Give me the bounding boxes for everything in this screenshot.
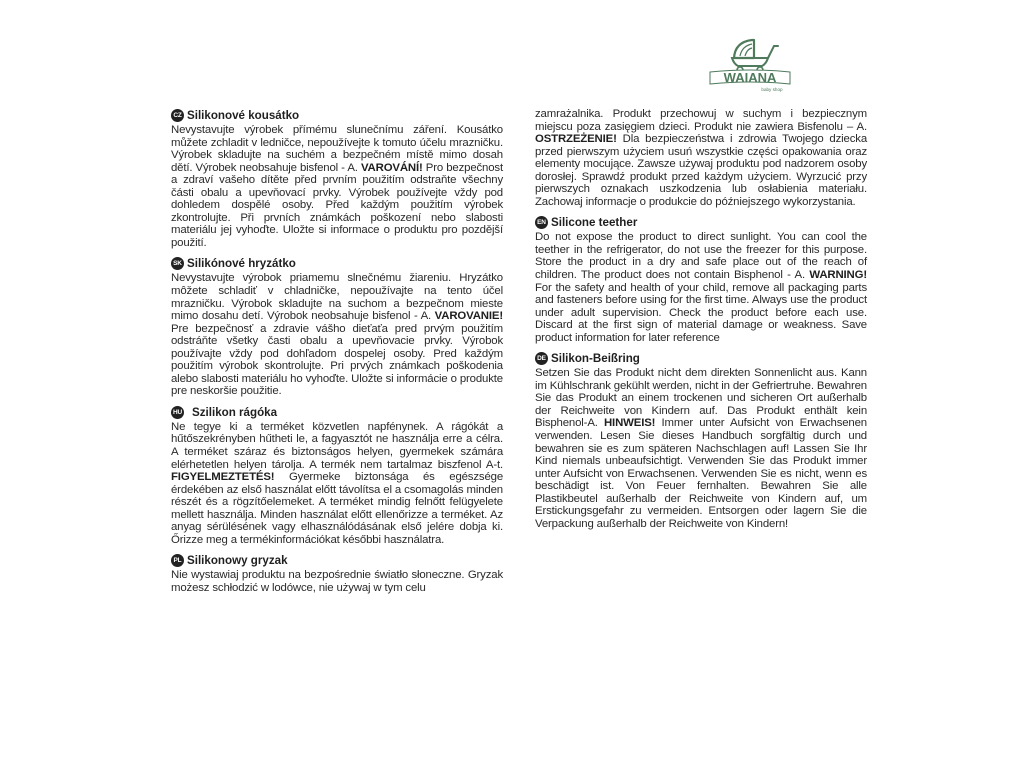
warning-label: OSTRZEŻENIE!: [535, 133, 617, 146]
brand-tagline: baby shop: [761, 87, 783, 92]
warning-label: WARNING!: [809, 269, 867, 282]
language-badge: PL: [171, 554, 184, 567]
brand-logo: [704, 34, 796, 94]
section-header: [171, 405, 503, 420]
section-pl-continued: [535, 108, 867, 208]
brand-name: WAIANA: [723, 70, 777, 85]
section-header: [535, 351, 867, 366]
section-title: Silicone teether: [551, 216, 638, 230]
section-header: [535, 215, 867, 230]
language-badge: HU: [171, 406, 184, 419]
section-text: Nevystavujte výrobek přímému slunečnímu záření. Kousátko můžete zchladit v ledničce, nepoužívejte k tomuto účelu mrazničku. Výrobek skladujte na suchém a bezpečném místě mimo dosah dětí. Výrobek neobsahuje bisfenol - A. VAROVÁNÍ! Pro bezpečnost a zdraví vašeho dítěte před prvním použitím odstraňte všechny části obalu a upevňovací prvky. Výrobek používejte vždy pod dohledem dospělé osoby. Před každým použitím výrobek zkontrolujte. Při prvních známkách poškození nebo slabosti materiálu jej vyhoďte. Uložte si informace o produktu pro pozdější použití.: [171, 124, 503, 249]
section-text: Ne tegye ki a terméket közvetlen napfénynek. A rágókát a hűtőszekrényben hűtheti le, a fagyasztót ne használja erre a célra. A terméket száraz és biztonságos helyen, gyermekek számára elérhetetlen helyen tárolja. A termék nem tartalmaz biszfenol A-t. FIGYELMEZTETÉS! Gyermeke biztonsága és egészsége érdekében az első használat előtt távolítsa el a csomagolás minden részét és a rögzítőelemeket. A terméket mindig felnőtt felügyelete mellett használja. Minden használat előtt ellenőrizze a terméket. Az anyag sérülésének vagy elhasználódásának első jelére dobja ki. Őrizze meg a termékinformációkat későbbi használatra.: [171, 420, 503, 546]
stroller-icon: [704, 34, 796, 94]
language-badge: SK: [171, 257, 184, 270]
section-pl: [171, 553, 503, 594]
section-title: Silikónové hryzátko: [187, 257, 296, 271]
section-title: Silikonové kousátko: [187, 109, 300, 122]
warning-label: FIGYELMEZTETÉS!: [171, 471, 275, 484]
section-header: [171, 256, 503, 271]
section-title: Silikon-Beißring: [551, 352, 640, 366]
section-title: Silikonowy gryzak: [187, 554, 288, 568]
right-column: [535, 108, 867, 537]
section-header: [171, 553, 503, 568]
section-cz: [171, 108, 503, 249]
section-hu: [171, 405, 503, 546]
section-title: Szilikon rágóka: [192, 405, 278, 419]
language-badge: EN: [535, 216, 548, 229]
section-text: Nevystavujte výrobok priamemu slnečnému žiareniu. Hryzátko môžete schladiť v chladničke, nepoužívajte na tento účel mrazničku. Výrobok skladujte na suchom a bezpečnom mieste mimo dosahu detí. Výrobok neobsahuje bisfenol - A. VAROVANIE! Pre bezpečnosť a zdravie vášho dieťaťa pred prvým použitím odstráňte všetky časti obalu a upevňovacie prvky. Výrobok používajte vždy pod dohľadom dospelej osoby. Pred každým použitím výrobok skontrolujte. Pri prvých známkach poškodenia alebo slabosti materiálu ho vyhoďte. Uložte si informácie o produkte pre neskoršie použitie.: [171, 272, 503, 398]
language-badge: DE: [535, 352, 548, 365]
section-de: [535, 351, 867, 530]
left-column: [171, 108, 503, 602]
warning-label: HINWEIS!: [603, 417, 656, 430]
warning-label: VAROVÁNÍ!: [360, 161, 423, 174]
section-text: Do not expose the product to direct sunlight. You can cool the teether in the refrigerator, do not use the freezer for this purpose. Store the product in a dry and safe place out of the reach of children. The product does not contain Bisphenol - A. WARNING! For the safety and health of your child, remove all packaging parts and fasteners before using for the first time. Always use the product under adult supervision. Check the product before each use. Discard at the first sign of material damage or weakness. Save product information for later reference: [535, 231, 867, 344]
section-sk: [171, 256, 503, 397]
warning-label: VAROVANIE!: [434, 310, 503, 323]
section-header: [171, 108, 503, 123]
section-text: Setzen Sie das Produkt nicht dem direkten Sonnenlicht aus. Kann im Kühlschrank gekühlt werden, nicht in der Gefriertruhe. Bewahren Sie das Produkt an einem trockenen und sicheren Ort außerhalb der Reichweite von Kindern auf. Das Produkt enthält kein Bisphenol-A. HINWEIS! Immer unter Aufsicht von Erwachsenen verwenden. Lesen Sie dieses Handbuch sorgfältig durch und bewahren sie es zum späteren Nachschlagen auf! Lassen Sie Ihr Kind niemals unbeaufsichtigt. Verwenden Sie das Produkt immer unter Aufsicht von Erwachsenen. Verwenden Sie es nicht, wenn es beschädigt ist. Von Feuer fernhalten. Bewahren Sie alle Plastikbeutel außerhalb der Reichweite von Kindern auf, um Erstickungsgefahr zu vermeiden. Entsorgen oder lagern Sie die Verpackung außerhalb der Reichweite von Kindern!: [535, 367, 867, 530]
section-en: [535, 215, 867, 344]
section-text: zamrażalnika. Produkt przechowuj w suchym i bezpiecznym miejscu poza zasięgiem dzieci. Produkt nie zawiera Bisfenolu – A. OSTRZEŻENIE! Dla bezpieczeństwa i zdrowia Twojego dziecka przed pierwszym użyciem usuń wszystkie części opakowania oraz elementy mocujące. Zawsze używaj produktu pod nadzorem osoby dorosłej. Sprawdź produkt przed każdym użyciem. Wyrzucić przy pierwszych oznakach uszkodzenia lub osłabienia materiału. Zachowaj informacje o produkcie do późniejszego wykorzystania.: [535, 108, 867, 208]
language-badge: CZ: [171, 109, 184, 122]
section-text: Nie wystawiaj produktu na bezpośrednie światło słoneczne. Gryzak możesz schłodzić w lodówce, nie używaj w tym celu: [171, 569, 503, 594]
